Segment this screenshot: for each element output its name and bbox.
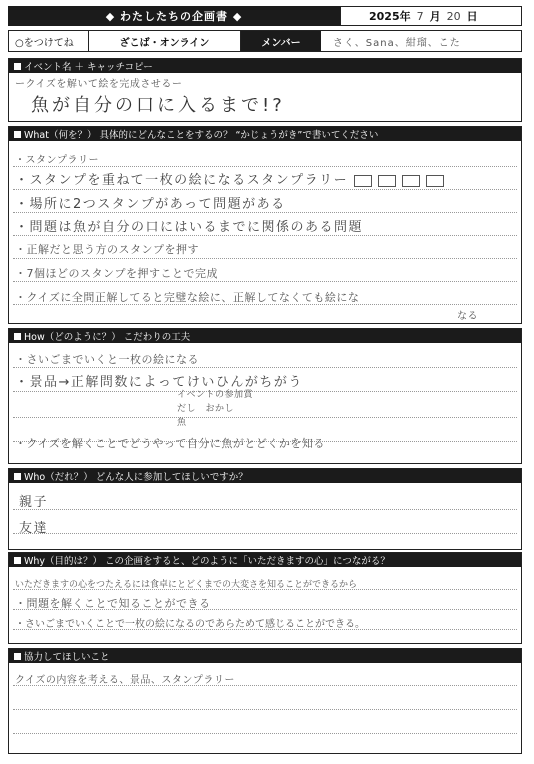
list-item[interactable]: ・問題は魚が自分の口にはいるまでに関係のある問題 — [15, 220, 364, 235]
date-field[interactable] — [340, 6, 522, 26]
mode-options[interactable]: ざこば・オンライン — [89, 31, 241, 51]
section-heading: How（どのように？） こだわりの工夫 — [9, 329, 521, 343]
list-item[interactable]: なる — [457, 311, 478, 322]
team-row — [8, 30, 522, 52]
members-label: メンバー — [241, 31, 321, 51]
planning-sheet — [8, 6, 522, 756]
event-name[interactable]: 魚が自分の口に入るまで!? — [31, 95, 285, 116]
list-item[interactable]: ・問題を解くことで知ることができる — [15, 597, 211, 610]
section-heading: イベント名 ＋ キャッチコピー — [9, 59, 521, 73]
list-item[interactable]: ・クイズを解くことでどうやって自分に魚がとどくかを知る — [15, 437, 325, 450]
list-item[interactable]: ・正解だと思う方のスタンプを押す — [15, 243, 199, 256]
section-event — [8, 58, 522, 122]
list-item[interactable]: だし おかし — [177, 404, 235, 414]
month-unit: 月 — [429, 10, 441, 23]
list-item[interactable]: ・スタンプラリー — [15, 155, 99, 166]
day-unit: 日 — [466, 10, 478, 23]
section-what — [8, 126, 522, 324]
list-item[interactable]: ・クイズに全問正解してると完璧な絵に、正解してなくても絵にな — [15, 291, 360, 304]
section-heading: 協力してほしいこと — [9, 649, 521, 663]
list-item[interactable]: イベントの参加賞 — [177, 390, 254, 400]
list-item[interactable]: ・さいごまでいくと一枚の絵になる — [15, 353, 199, 366]
list-item[interactable]: ・スタンプを重ねて一枚の絵になるスタンプラリー — [15, 169, 444, 188]
list-item[interactable]: 親子 — [19, 495, 49, 510]
header — [8, 6, 522, 26]
month-value: 7 — [416, 9, 424, 23]
circle-label: ○をつけてね — [9, 31, 89, 51]
list-item[interactable]: 友達 — [19, 521, 49, 536]
section-heading: What（何を？） 具体的にどんなことをするの？ “かじょうがき”で書いてください — [9, 127, 521, 141]
day-value: 20 — [446, 9, 461, 23]
list-item[interactable]: ・さいごまでいくことで一枚の絵になるのであらためて感じることができる。 — [15, 619, 365, 630]
section-heading: Why（目的は？） この企画をすると、どのように「いただきますの心」につながる？ — [9, 553, 521, 567]
list-item[interactable]: ・景品→正解問数によってけいひんがちがう — [15, 375, 303, 390]
year: 2025年 — [369, 10, 411, 23]
sheet-title: ◆ わたしたちの企画書 ◆ — [8, 6, 340, 26]
members-field[interactable]: さく、Sana、紺瑠、こた — [333, 37, 461, 49]
list-item[interactable]: いただきますの心をつたえるには食卓にとどくまでの大変さを知ることができるから — [15, 580, 358, 590]
section-help — [8, 648, 522, 754]
section-how — [8, 328, 522, 464]
list-item[interactable]: クイズの内容を考える、景品、スタンプラリー — [15, 675, 235, 686]
catch-copy[interactable]: ークイズを解いて絵を完成させるー — [15, 79, 183, 90]
list-item[interactable]: ・7個ほどのスタンプを押すことで完成 — [15, 267, 218, 280]
list-item[interactable]: 魚 — [177, 418, 187, 428]
section-who — [8, 468, 522, 550]
section-heading: Who（だれ？） どんな人に参加してほしいですか？ — [9, 469, 521, 483]
list-item[interactable]: ・場所に2つスタンプがあって問題がある — [15, 197, 286, 212]
section-why — [8, 552, 522, 644]
